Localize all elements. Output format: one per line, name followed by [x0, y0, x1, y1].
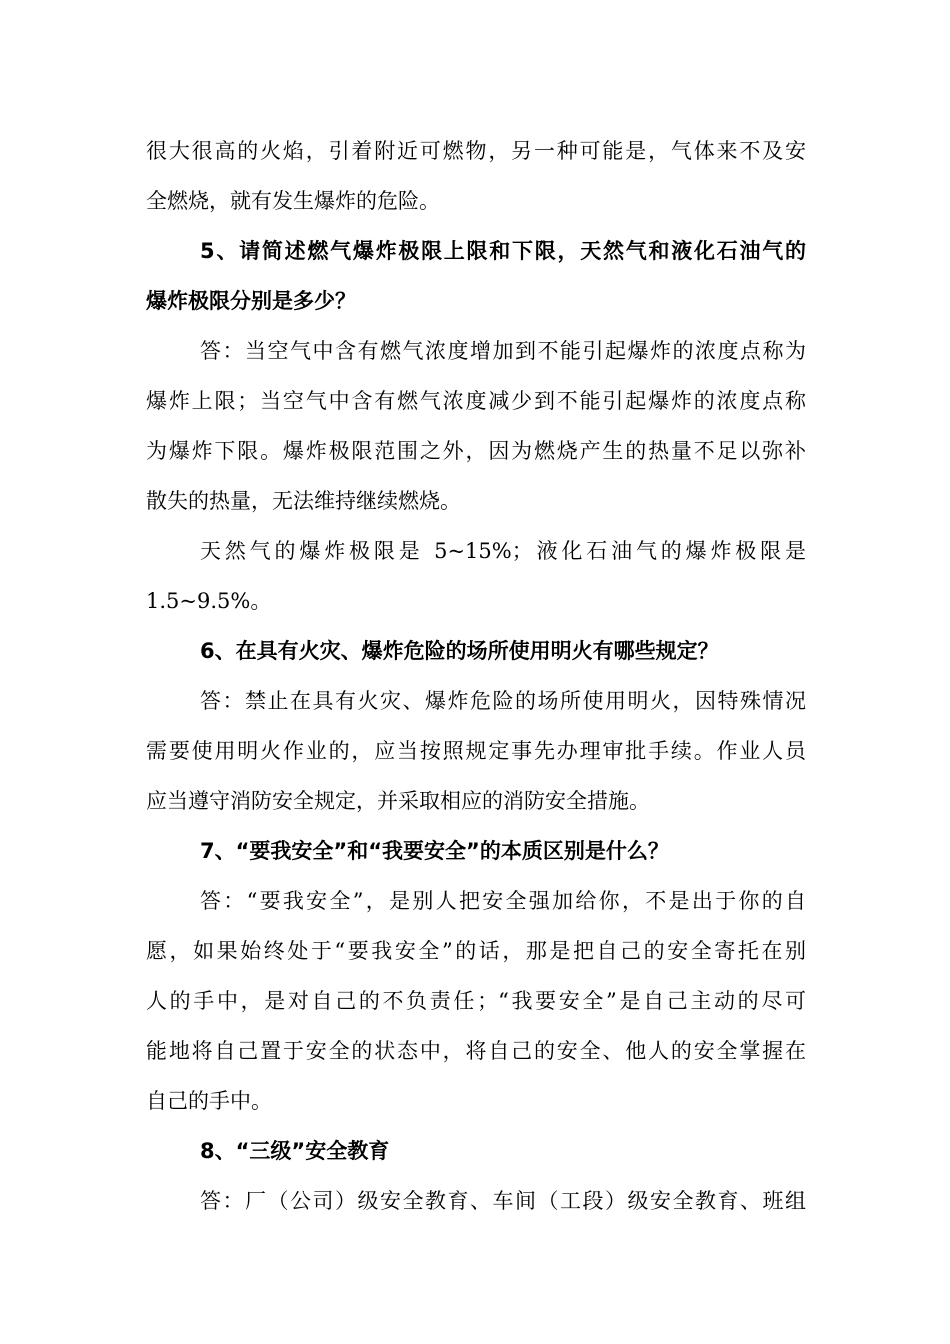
answer-line: 需要使用明火作业的，应当按照规定事先办理审批手续。作业人员 [146, 739, 806, 763]
answer-line: 应当遵守消防安全规定，并采取相应的消防安全措施。 [146, 789, 650, 813]
answer-line: 爆炸上限；当空气中含有燃气浓度减少到不能引起爆炸的浓度点称 [146, 389, 806, 413]
answer-line: 自己的手中。 [146, 1089, 272, 1113]
answer-line: 答：禁止在具有火灾、爆炸危险的场所使用明火，因特殊情况 [200, 689, 806, 713]
answer-line: 答：“要我安全”，是别人把安全强加给你，不是出于你的自 [200, 889, 806, 913]
answer-line: 答：当空气中含有燃气浓度增加到不能引起爆炸的浓度点称为 [200, 339, 806, 363]
answer-line: 散失的热量，无法维持继续燃烧。 [146, 489, 461, 513]
question-heading-6: 6、在具有火灾、爆炸危险的场所使用明火有哪些规定？ [200, 639, 719, 663]
paragraph-line: 很大很高的火焰，引着附近可燃物，另一种可能是，气体来不及安 [146, 139, 806, 163]
question-heading-5-cont: 爆炸极限分别是多少？ [146, 289, 356, 313]
answer-line: 人的手中，是对自己的不负责任；“我要安全”是自己主动的尽可 [146, 989, 806, 1013]
answer-line: 愿，如果始终处于“要我安全”的话，那是把自己的安全寄托在别 [146, 939, 806, 963]
paragraph-line: 全燃烧，就有发生爆炸的危险。 [146, 189, 440, 213]
question-heading-7: 7、“要我安全”和“我要安全”的本质区别是什么？ [200, 839, 669, 863]
question-heading-8: 8、“三级”安全教育 [200, 1139, 390, 1163]
answer-line: 天然气的爆炸极限是 5~15%；液化石油气的爆炸极限是 [200, 539, 806, 563]
answer-line: 1.5~9.5%。 [146, 589, 272, 613]
question-heading-5: 5、请简述燃气爆炸极限上限和下限，天然气和液化石油气的 [200, 239, 806, 263]
answer-line: 为爆炸下限。爆炸极限范围之外，因为燃烧产生的热量不足以弥补 [146, 439, 806, 463]
answer-line: 能地将自己置于安全的状态中，将自己的安全、他人的安全掌握在 [146, 1039, 806, 1063]
answer-line: 答：厂（公司）级安全教育、车间（工段）级安全教育、班组 [200, 1189, 806, 1213]
